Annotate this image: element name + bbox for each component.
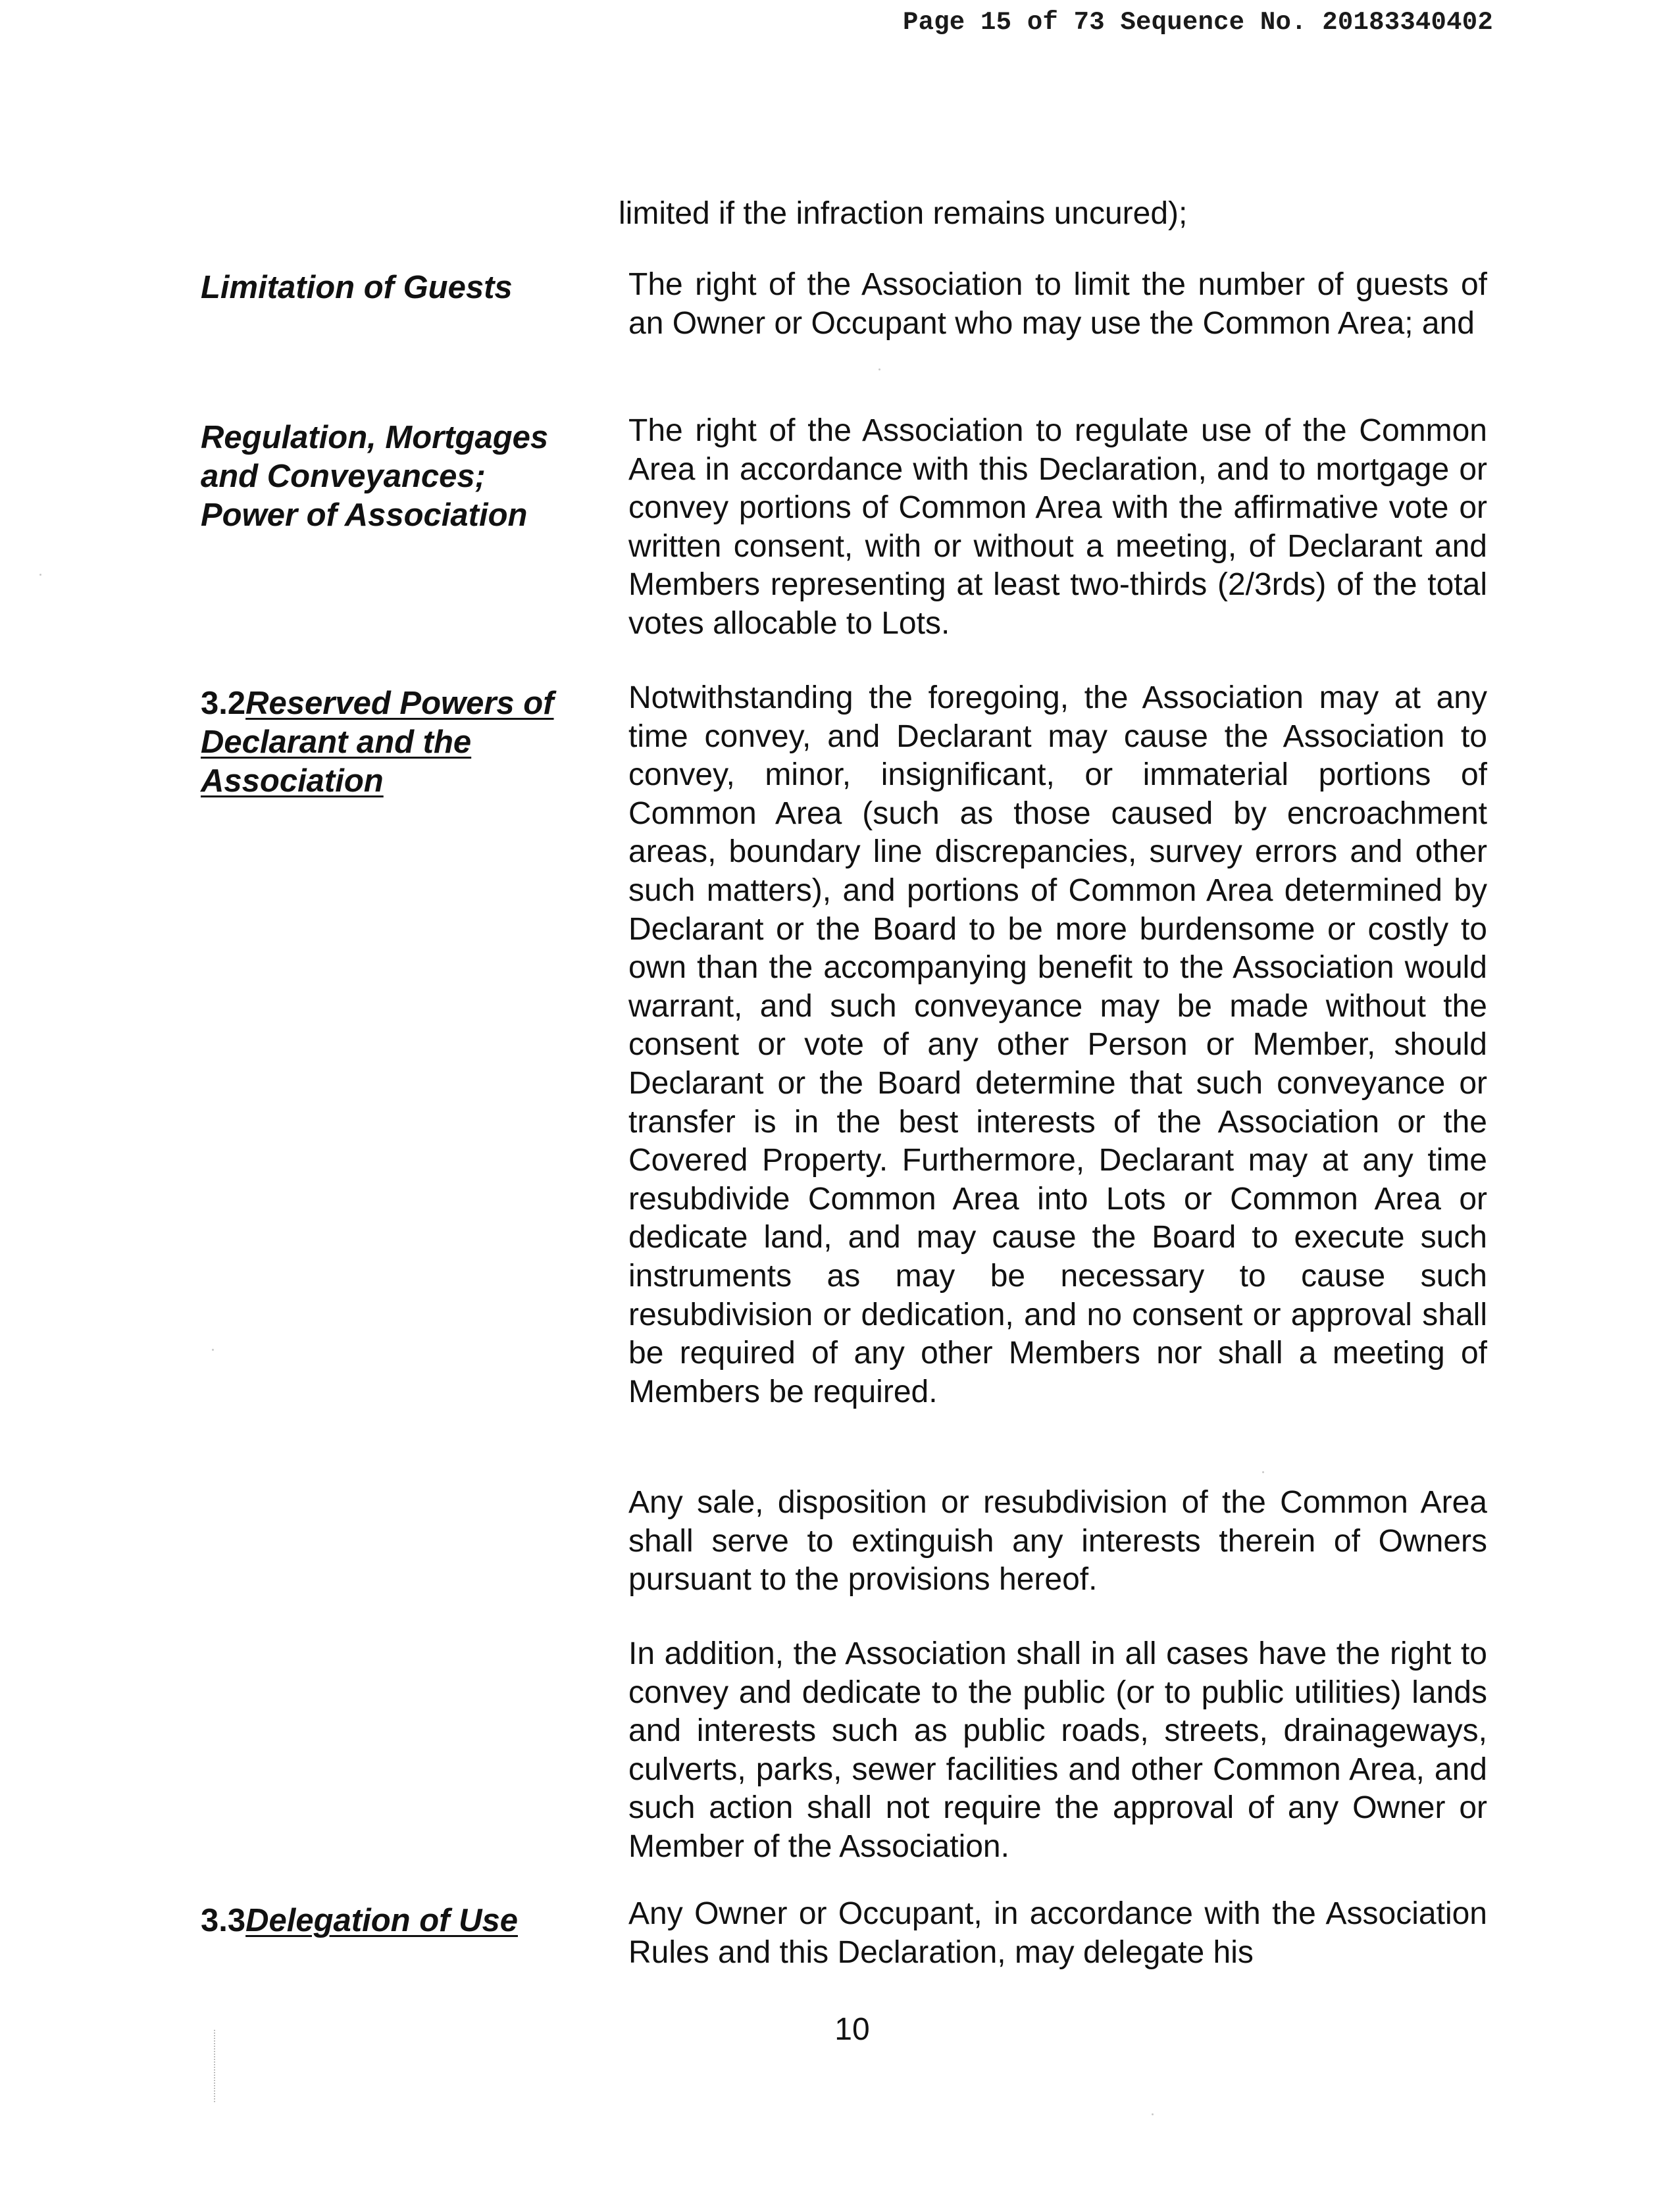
section-paragraph-reserved-powers-3: In addition, the Association shall in all cases have the right to convey and dedicate to the public (or to public utilities) lands and interests such as public roads, streets, drainageways, culverts, parks, sewer facilities and other Common Area, and such action shall not require the approval of any Owner or Member of the Association. [628, 1636, 1487, 1864]
section-heading-3-3 [201, 1901, 582, 1940]
section-body-regulation-mortgages: The right of the Association to regulate use of the Common Area in accordance with this Declaration, and to mortgage or convey portions of Common Area with the affirmative vote or written consent, with or without a meeting, of Declarant and Members representing at least two-thirds (2/3rds) of the total votes allocable to Lots. [628, 413, 1487, 641]
section-heading-3-2 [201, 684, 589, 801]
section-title-delegation-of-use: Delegation of Use [245, 1903, 518, 1938]
scan-speck [1262, 1471, 1264, 1473]
section-paragraph-reserved-powers-1: Notwithstanding the foregoing, the Association may at any time convey, and Declarant may cause the Association to convey, minor, insignificant, or immaterial portions of Common Area (such as those caused by encroachment areas, boundary line discrepancies, survey errors and other such matters), and portions of Common Area determined by Declarant or the Board to be more burdensome or costly to own than the accompanying benefit to the Association would warrant, and such conveyance may be made without the consent or vote of any other Person or Member, should Declarant or the Board determine that such conveyance or transfer is in the best interests of the Association or the Covered Property. Furthermore, Declarant may at any time resubdivide Common Area into Lots or Common Area or dedicate land, and may cause the Board to execute such instruments as may be necessary to cause such resubdivision or dedication, and no consent or approval shall be required of any other Members nor shall a meeting of Members be required. [628, 680, 1487, 1409]
section-label-regulation-mortgages: Regulation, Mortgages and Conveyances; Power of Association [201, 420, 549, 533]
section-body-limitation-of-guests: The right of the Association to limit the number of guests of an Owner or Occupant who may use the Common Area; and [628, 267, 1487, 341]
section-number-3-2: 3.2 [201, 686, 246, 721]
page-number: 10 [834, 2012, 870, 2047]
section-title-reserved-powers: Reserved Powers of Declarant and the Association [201, 686, 554, 799]
scan-speck [39, 574, 41, 576]
section-paragraph-reserved-powers-2: Any sale, disposition or resubdivision of the Common Area shall serve to extinguish any interests therein of Owners pursuant to the provisions hereof. [628, 1485, 1487, 1598]
continued-text: limited if the infraction remains uncured); [619, 196, 1188, 231]
scan-speck [878, 368, 880, 370]
section-body-delegation-of-use: Any Owner or Occupant, in accordance with the Association Rules and this Declaration, may delegate his [628, 1896, 1487, 1970]
section-number-3-3: 3.3 [201, 1903, 246, 1938]
page-sequence-header: Page 15 of 73 Sequence No. 20183340402 [903, 8, 1493, 37]
scan-speck [212, 1349, 214, 1351]
scan-speck [1152, 2113, 1154, 2115]
scan-artifact-line [214, 2030, 215, 2102]
section-label-limitation-of-guests: Limitation of Guests [201, 270, 513, 305]
